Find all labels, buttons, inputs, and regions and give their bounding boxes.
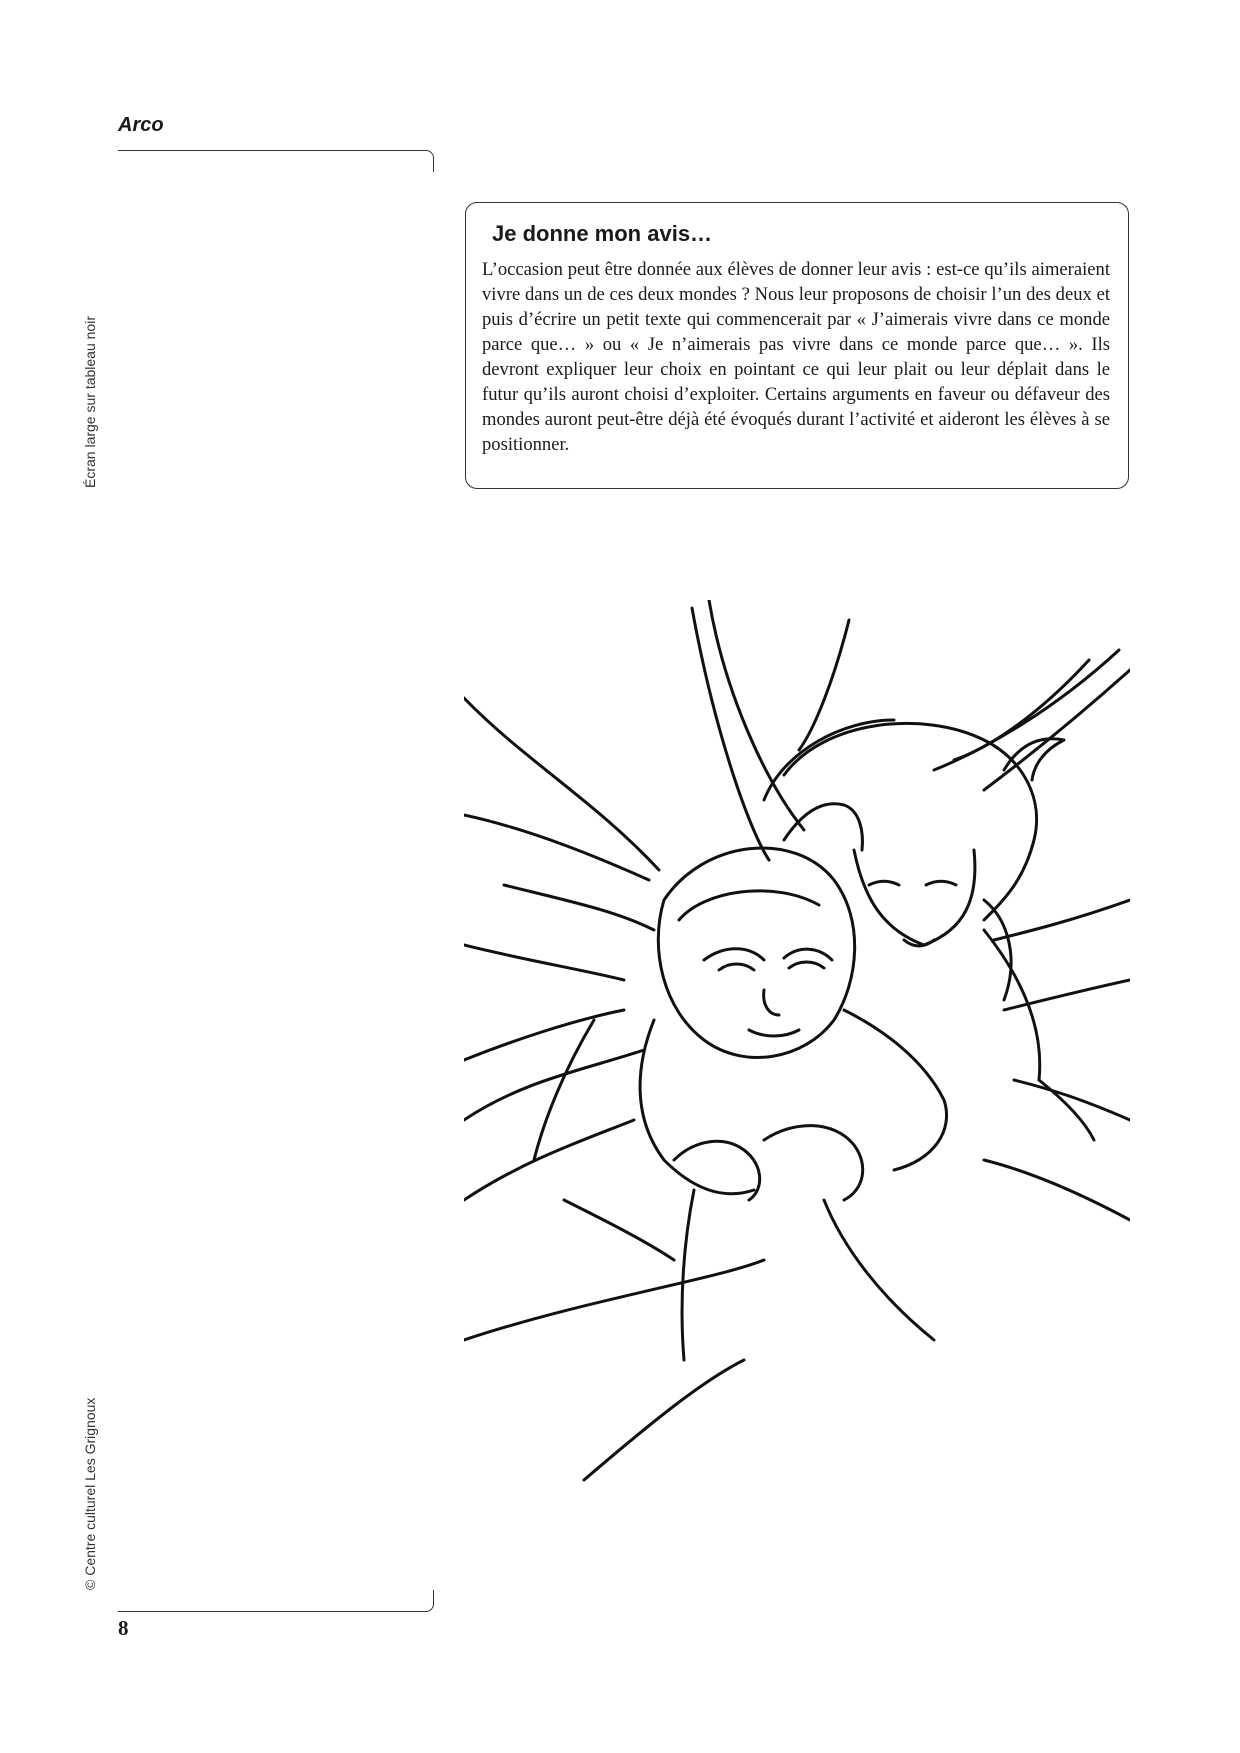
coloring-illustration (464, 600, 1130, 1485)
speed-lines (464, 600, 1130, 1480)
header-rule (118, 150, 434, 172)
arms-and-body (534, 930, 1094, 1360)
front-figure (658, 848, 854, 1057)
opinion-box (465, 202, 1129, 489)
copyright-notice: © Centre culturel Les Grignoux (82, 1397, 98, 1590)
section-label: Écran large sur tableau noir (82, 316, 98, 488)
document-title: Arco (118, 114, 164, 136)
footer-rule (118, 1590, 434, 1612)
opinion-heading: Je donne mon avis… (492, 221, 713, 246)
page-number: 8 (118, 1616, 129, 1640)
opinion-text: L’occasion peut être donnée aux élèves de donner leur avis : est-ce qu’ils aimeraient vivre dans un de ces deux mondes ? Nous leur proposons de choisir l’un des deux et puis d’écrire un petit texte qui commencerait par « J’aimerais vivre dans ce monde parce que… » ou « Je n’aimerais pas vivre dans ce monde parce que… ». Ils devront expliquer leur choix en pointant ce qui leur plait ou leur déplait dans le futur qu’ils auront choisi d’exploiter. Certains arguments en faveur ou défaveur des mondes auront peut-être déjà été évoqués durant l’activité et aideront les élèves à se positionner. (482, 259, 1110, 455)
